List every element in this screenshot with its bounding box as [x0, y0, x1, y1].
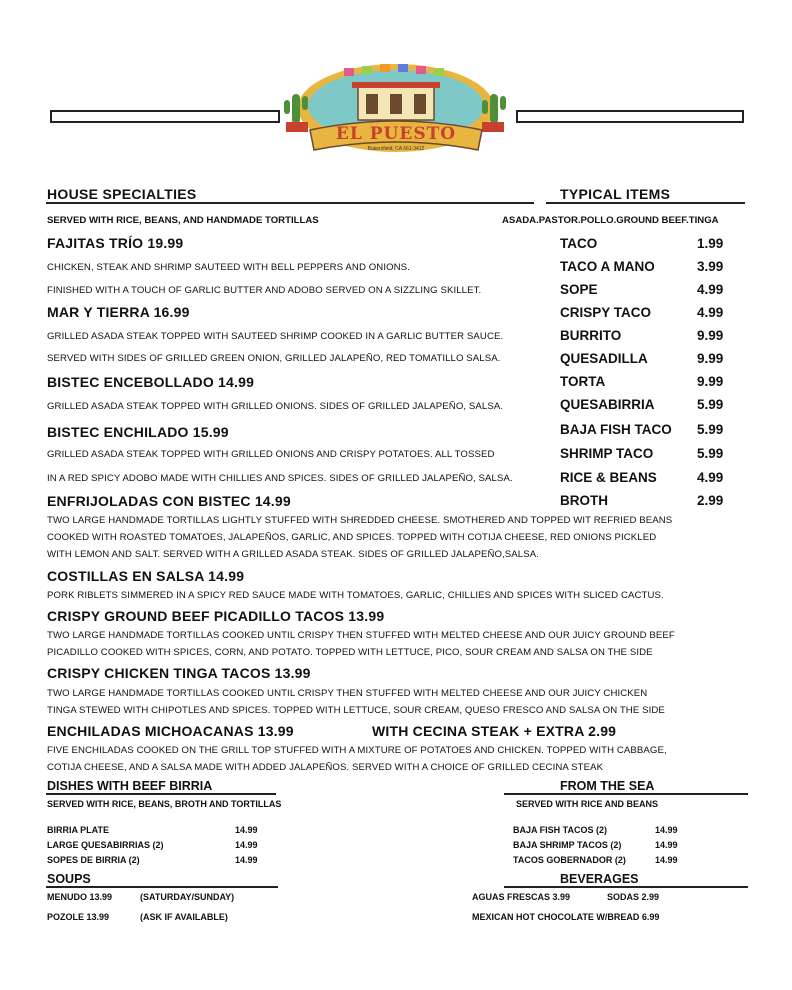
typical-item: RICE & BEANS	[560, 470, 657, 485]
dish-desc: IN A RED SPICY ADOBO MADE WITH CHILLIES AND SPICES. SIDES OF GRILLED JALAPEÑO, SALSA.	[47, 473, 513, 484]
dish-fajitas-trio: FAJITAS TRÍO 19.99	[47, 235, 184, 251]
typical-item: TACO	[560, 236, 598, 251]
typical-price: 3.99	[697, 259, 724, 274]
typical-item: BURRITO	[560, 328, 622, 343]
typical-item: CRISPY TACO	[560, 305, 652, 320]
dish-bistec-encebollado: BISTEC ENCEBOLLADO 14.99	[47, 374, 255, 390]
header-rule-right	[516, 110, 744, 123]
dish-desc: GRILLED ASADA STEAK TOPPED WITH SAUTEED SHRIMP COOKED IN A GARLIC BUTTER SAUCE.	[47, 331, 504, 342]
typical-item: BROTH	[560, 493, 608, 508]
typical-price: 4.99	[697, 282, 724, 297]
soups-underline	[46, 886, 278, 888]
house-underline	[46, 202, 534, 204]
typical-price: 5.99	[697, 397, 724, 412]
dish-enchiladas-extra: WITH CECINA STEAK + EXTRA 2.99	[372, 723, 617, 739]
sea-title: FROM THE SEA	[560, 779, 655, 793]
dish-enchiladas: ENCHILADAS MICHOACANAS 13.99	[47, 723, 294, 739]
typical-title: TYPICAL ITEMS	[560, 186, 671, 202]
typical-price: 9.99	[697, 328, 724, 343]
dish-desc: TWO LARGE HANDMADE TORTILLAS LIGHTLY STUFFED WITH SHREDDED CHEESE. SMOTHERED AND TOPPED WIT REFRIED BEANS	[47, 515, 673, 526]
birria-item: BIRRIA PLATE	[47, 825, 109, 835]
dish-picadillo-tacos: CRISPY GROUND BEEF PICADILLO TACOS 13.99	[47, 608, 385, 624]
birria-underline	[46, 793, 276, 795]
dish-desc: GRILLED ASADA STEAK TOPPED WITH GRILLED ONIONS AND CRISPY POTATOES. ALL TOSSED	[47, 449, 495, 460]
typical-price: 4.99	[697, 470, 724, 485]
logo-tagline: Bakersfield, CA 661-3412	[367, 146, 425, 152]
house-title: HOUSE SPECIALTIES	[47, 186, 197, 202]
typical-item: TORTA	[560, 374, 606, 389]
dish-desc: PICADILLO COOKED WITH SPICES, CORN, AND POTATO. TOPPED WITH LETTUCE, PICO, SOUR CREAM AND SALSA ON THE SIDE	[47, 647, 653, 658]
typical-item: TACO A MANO	[560, 259, 655, 274]
dish-desc: TWO LARGE HANDMADE TORTILLAS COOKED UNTIL CRISPY THEN STUFFED WITH MELTED CHEESE AND OUR JUICY GROUND BEEF	[47, 630, 675, 641]
birria-item: SOPES DE BIRRIA (2)	[47, 855, 140, 865]
dish-desc: PORK RIBLETS SIMMERED IN A SPICY RED SAUCE MADE WITH TOMATOES, GARLIC, CHILLIES AND SPICES WITH SLICED CACTUS.	[47, 590, 664, 601]
beverage-item: AGUAS FRESCAS 3.99	[472, 892, 571, 902]
dish-desc: WITH LEMON AND SALT. SERVED WITH A GRILLED ASADA STEAK. SIDES OF GRILLED JALAPEÑO,SALSA.	[47, 549, 540, 560]
header-rule-left	[50, 110, 280, 123]
dish-enfrijoladas: ENFRIJOLADAS CON BISTEC 14.99	[47, 493, 291, 509]
typical-item: SOPE	[560, 282, 598, 297]
typical-subtitle: ASADA.PASTOR.POLLO.GROUND BEEF.TINGA	[502, 215, 719, 226]
dish-desc: FINISHED WITH A TOUCH OF GARLIC BUTTER AND ADOBO SERVED ON A SIZZLING SKILLET.	[47, 285, 482, 296]
beverages-title: BEVERAGES	[560, 872, 639, 886]
typical-price: 4.99	[697, 305, 724, 320]
dish-desc: TWO LARGE HANDMADE TORTILLAS COOKED UNTIL CRISPY THEN STUFFED WITH MELTED CHEESE AND OUR JUICY CHICKEN	[47, 688, 648, 699]
dish-desc: CHICKEN, STEAK AND SHRIMP SAUTEED WITH BELL PEPPERS AND ONIONS.	[47, 262, 410, 273]
typical-underline	[546, 202, 745, 204]
dish-mar-y-tierra: MAR Y TIERRA 16.99	[47, 304, 190, 320]
soups-title: SOUPS	[47, 872, 91, 886]
dish-bistec-enchilado: BISTEC ENCHILADO 15.99	[47, 424, 229, 440]
typical-price: 2.99	[697, 493, 724, 508]
soup-item: POZOLE 13.99	[47, 912, 110, 922]
logo-name: EL PUESTO	[335, 124, 457, 144]
sea-subtitle: SERVED WITH RICE AND BEANS	[516, 799, 659, 809]
typical-item: SHRIMP TACO	[560, 446, 654, 461]
dish-costillas: COSTILLAS EN SALSA 14.99	[47, 568, 245, 584]
beverage-item: MEXICAN HOT CHOCOLATE W/BREAD 6.99	[472, 912, 660, 922]
sea-item: BAJA SHRIMP TACOS (2)	[513, 840, 622, 850]
dish-desc: TINGA STEWED WITH CHIPOTLES AND SPICES. TOPPED WITH LETTUCE, SOUR CREAM, QUESO FRESCO AND SALSA ON THE SIDE	[47, 705, 665, 716]
soup-item: MENUDO 13.99	[47, 892, 113, 902]
dish-desc: COOKED WITH ROASTED TOMATOES, JALAPEÑOS, GARLIC, AND SPICES. TOPPED WITH COTIJA CHEESE, RED ONIONS PICKLED	[47, 532, 657, 543]
soup-note: (ASK IF AVAILABLE)	[140, 912, 228, 922]
sea-price: 14.99	[655, 855, 678, 865]
birria-price: 14.99	[235, 825, 258, 835]
birria-price: 14.99	[235, 840, 258, 850]
typical-item: QUESABIRRIA	[560, 397, 655, 412]
beverage-item-extra: SODAS 2.99	[607, 892, 660, 902]
typical-price: 9.99	[697, 351, 724, 366]
birria-item: LARGE QUESABIRRIAS (2)	[47, 840, 164, 850]
dish-desc: SERVED WITH SIDES OF GRILLED GREEN ONION, GRILLED JALAPEÑO, RED TOMATILLO SALSA.	[47, 353, 501, 364]
typical-item: QUESADILLA	[560, 351, 648, 366]
sea-price: 14.99	[655, 825, 678, 835]
birria-title: DISHES WITH BEEF BIRRIA	[47, 779, 213, 793]
typical-price: 5.99	[697, 446, 724, 461]
dish-tinga-tacos: CRISPY CHICKEN TINGA TACOS 13.99	[47, 665, 311, 681]
birria-price: 14.99	[235, 855, 258, 865]
soup-note: (SATURDAY/SUNDAY)	[140, 892, 235, 902]
sea-underline	[504, 793, 748, 795]
dish-desc: GRILLED ASADA STEAK TOPPED WITH GRILLED ONIONS. SIDES OF GRILLED JALAPEÑO, SALSA.	[47, 401, 504, 412]
typical-price: 9.99	[697, 374, 724, 389]
sea-item: BAJA FISH TACOS (2)	[513, 825, 608, 835]
dish-desc: COTIJA CHEESE, AND A SALSA MADE WITH ADDED JALAPEÑOS. SERVED WITH A CHOICE OF GRILLED CECINA STEAK	[47, 762, 604, 773]
typical-item: BAJA FISH TACO	[560, 422, 672, 437]
beverages-underline	[504, 886, 748, 888]
dish-desc: FIVE ENCHILADAS COOKED ON THE GRILL TOP STUFFED WITH A MIXTURE OF POTATOES AND CHICKEN. TOPPED WITH CABBAGE,	[47, 745, 667, 756]
sea-price: 14.99	[655, 840, 678, 850]
house-subtitle: SERVED WITH RICE, BEANS, AND HANDMADE TORTILLAS	[47, 215, 319, 226]
sea-item: TACOS GOBERNADOR (2)	[513, 855, 626, 865]
typical-price: 1.99	[697, 236, 724, 251]
typical-price: 5.99	[697, 422, 724, 437]
birria-subtitle: SERVED WITH RICE, BEANS, BROTH AND TORTILLAS	[47, 799, 282, 809]
logo	[282, 60, 510, 162]
